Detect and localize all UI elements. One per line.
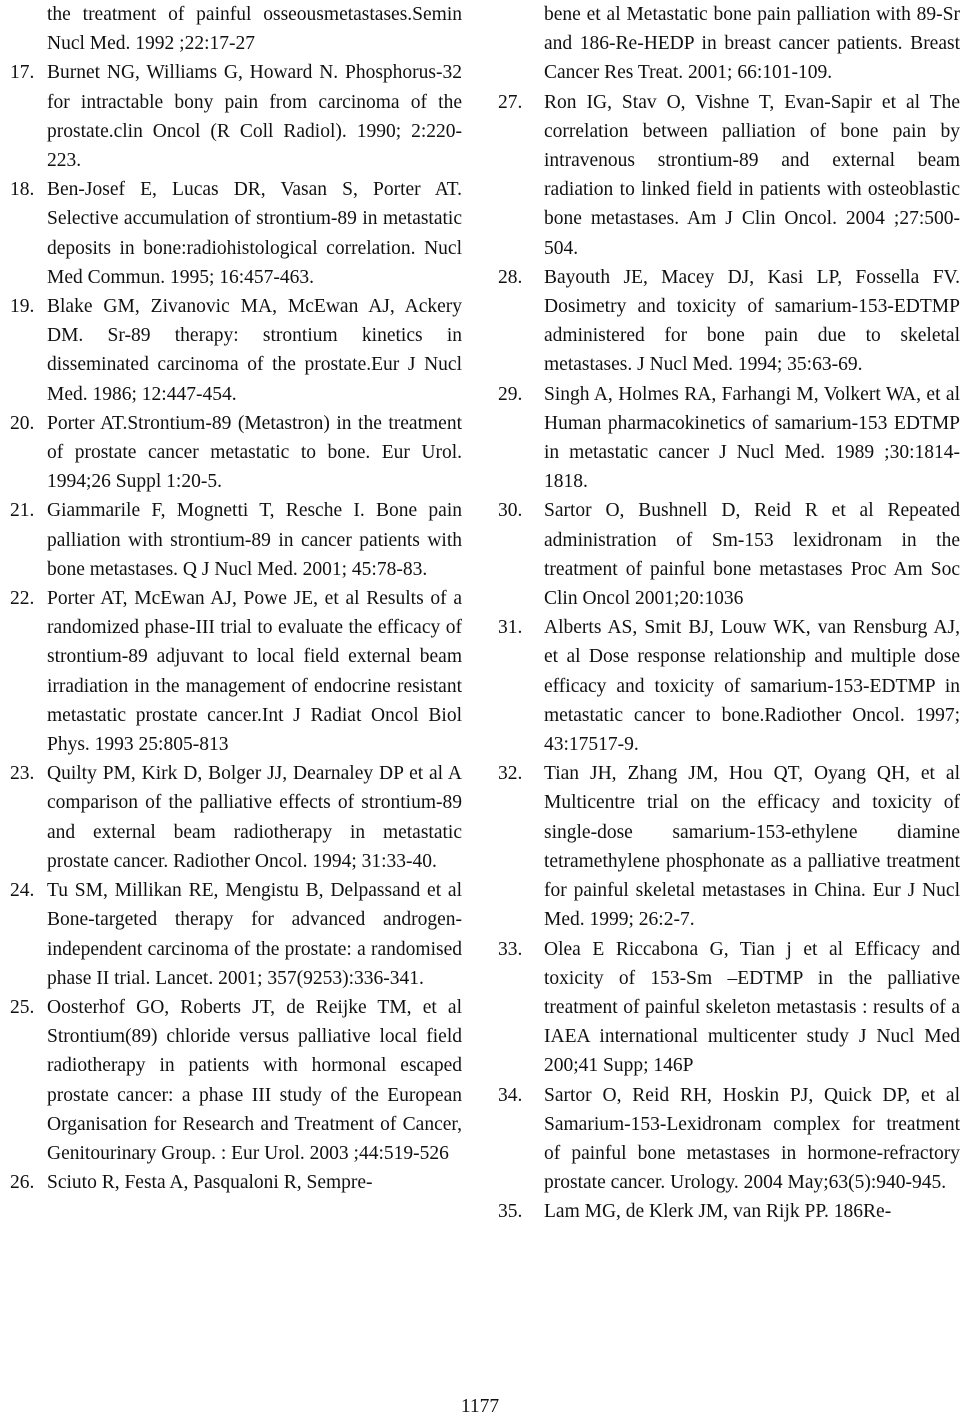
reference-33 (498, 935, 960, 1081)
reference-number: 25. (10, 996, 35, 1018)
reference-number: 20. (10, 412, 35, 434)
reference-number: 18. (10, 179, 35, 201)
page-number: 1177 (460, 1396, 500, 1417)
reference-text: Quilty PM, Kirk D, Bolger JJ, Dearnaley DP et al A comparison of the palliative effects of strontium-89 and external beam radiotherapy in metastatic prostate cancer. Radiother Oncol. 1994; 31:33-40. (47, 763, 462, 872)
reference-number: 32. (498, 763, 523, 785)
reference-26 (10, 1168, 462, 1197)
reference-number: 19. (10, 296, 35, 318)
reference-23 (10, 759, 462, 876)
reference-text: Porter AT.Strontium-89 (Metastron) in the treatment of prostate cancer metastatic to bone. Eur Urol. 1994;26 Suppl 1:20-5. (47, 412, 462, 493)
reference-number: 29. (498, 383, 523, 405)
reference-number: 17. (10, 62, 35, 84)
reference-text: Tu SM, Millikan RE, Mengistu B, Delpassand et al Bone-targeted therapy for advanced androgen-independent carcinoma of the prostate: a randomised phase II trial. Lancet. 2001; 357(9253):336-341. (47, 880, 462, 989)
reference-22 (10, 584, 462, 759)
reference-text: Porter AT, McEwan AJ, Powe JE, et al Results of a randomized phase-III trial to evaluate the efficacy of strontium-89 adjuvant to local field external beam irradiation in the management of endocrine resistant metastatic prostate cancer.Int J Radiat Oncol Biol Phys. 1993 25:805-813 (47, 588, 462, 756)
reference-number: 24. (10, 880, 35, 902)
reference-35 (498, 1197, 960, 1226)
reference-number: 30. (498, 500, 523, 522)
reference-31 (498, 613, 960, 759)
reference-text: Oosterhof GO, Roberts JT, de Reijke TM, et al Strontium(89) chloride versus palliative local field radiotherapy in patients with hormonal escaped prostate cancer: a phase III study of the European Organisation for Research and Treatment of Cancer, Genitourinary Group. : Eur Urol. 2003 ;44:519-526 (47, 996, 462, 1164)
reference-continuation (498, 0, 960, 88)
reference-number: 22. (10, 588, 35, 610)
reference-text: Bayouth JE, Macey DJ, Kasi LP, Fossella FV. Dosimetry and toxicity of samarium-153-EDTMP administered for bone pain due to skeletal metastases. J Nucl Med. 1994; 35:63-69. (544, 266, 960, 376)
reference-19 (10, 292, 462, 409)
reference-34 (498, 1081, 960, 1198)
reference-number: 23. (10, 763, 35, 785)
reference-number: 26. (10, 1172, 35, 1194)
reference-28 (498, 263, 960, 380)
reference-number: 35. (498, 1201, 523, 1223)
reference-text: Lam MG, de Klerk JM, van Rijk PP. 186Re- (544, 1201, 892, 1223)
reference-27 (498, 88, 960, 263)
reference-text: bene et al Metastatic bone pain palliation with 89-Sr and 186-Re-HEDP in breast cancer patients. Breast Cancer Res Treat. 2001; 66:101-109. (544, 4, 960, 84)
reference-25 (10, 993, 462, 1168)
reference-number: 33. (498, 938, 523, 960)
reference-17 (10, 58, 462, 175)
reference-text: Tian JH, Zhang JM, Hou QT, Oyang QH, et al Multicentre trial on the efficacy and toxicity of single-dose samarium-153-ethylene diamine tetramethylene phosphonate as a palliative treatment for painful skeletal metastases in China. Eur J Nucl Med. 1999; 26:2-7. (544, 763, 960, 931)
reference-text: Singh A, Holmes RA, Farhangi M, Volkert WA, et al Human pharmacokinetics of samarium-153 EDTMP in metastatic cancer J Nucl Med. 1989 ;30:1814-1818. (544, 383, 960, 493)
right-column (498, 0, 960, 1227)
reference-21 (10, 496, 462, 584)
reference-30 (498, 496, 960, 613)
left-column (10, 0, 462, 1197)
reference-text: Ron IG, Stav O, Vishne T, Evan-Sapir et al The correlation between palliation of bone pain by intravenous strontium-89 and external beam radiation to linked field in patients with osteoblastic bone metastases. Am J Clin Oncol. 2004 ;27:500-504. (544, 91, 960, 259)
reference-20 (10, 409, 462, 497)
reference-text: Olea E Riccabona G, Tian j et al Efficacy and toxicity of 153-Sm –EDTMP in the palliative treatment of painful skeleton metastasis : results of a IAEA international multicenter study J Nucl Med 200;41 Supp; 146P (544, 938, 960, 1077)
reference-continuation (10, 0, 462, 58)
reference-24 (10, 876, 462, 993)
reference-32 (498, 759, 960, 934)
reference-29 (498, 380, 960, 497)
reference-number: 21. (10, 500, 35, 522)
reference-text: Sciuto R, Festa A, Pasqualoni R, Sempre- (47, 1172, 373, 1194)
reference-text: Alberts AS, Smit BJ, Louw WK, van Rensburg AJ, et al Dose response relationship and multiple dose efficacy and toxicity of samarium-153-EDTMP in metastatic cancer to bone.Radiother Oncol. 1997; 43:17517-9. (544, 617, 960, 756)
reference-number: 28. (498, 266, 523, 288)
reference-number: 27. (498, 91, 523, 113)
reference-number: 34. (498, 1084, 523, 1106)
reference-number: 31. (498, 617, 523, 639)
reference-text: Giammarile F, Mognetti T, Resche I. Bone pain palliation with strontium-89 in cancer patients with bone metastases. Q J Nucl Med. 2001; 45:78-83. (47, 500, 462, 580)
reference-text: Sartor O, Bushnell D, Reid R et al Repeated administration of Sm-153 lexidronam in the treatment of painful bone metastases Proc Am Soc Clin Oncol 2001;20:1036 (544, 500, 960, 610)
reference-text: Ben-Josef E, Lucas DR, Vasan S, Porter AT. Selective accumulation of strontium-89 in metastatic deposits in bone:radiohistological correlation. Nucl Med Commun. 1995; 16:457-463. (47, 179, 462, 288)
reference-text: Burnet NG, Williams G, Howard N. Phosphorus-32 for intractable bony pain from carcinoma of the prostate.clin Oncol (R Coll Radiol). 1990; 2:220-223. (47, 62, 462, 172)
reference-text: the treatment of painful osseousmetastases.Semin Nucl Med. 1992 ;22:17-27 (47, 4, 462, 55)
reference-18 (10, 175, 462, 292)
reference-text: Blake GM, Zivanovic MA, McEwan AJ, Ackery DM. Sr-89 therapy: strontium kinetics in disseminated carcinoma of the prostate.Eur J Nucl Med. 1986; 12:447-454. (47, 296, 462, 405)
reference-text: Sartor O, Reid RH, Hoskin PJ, Quick DP, et al Samarium-153-Lexidronam complex for treatment of painful bone metastases in hormone-refractory prostate cancer. Urology. 2004 May;63(5):940-945. (544, 1084, 960, 1194)
